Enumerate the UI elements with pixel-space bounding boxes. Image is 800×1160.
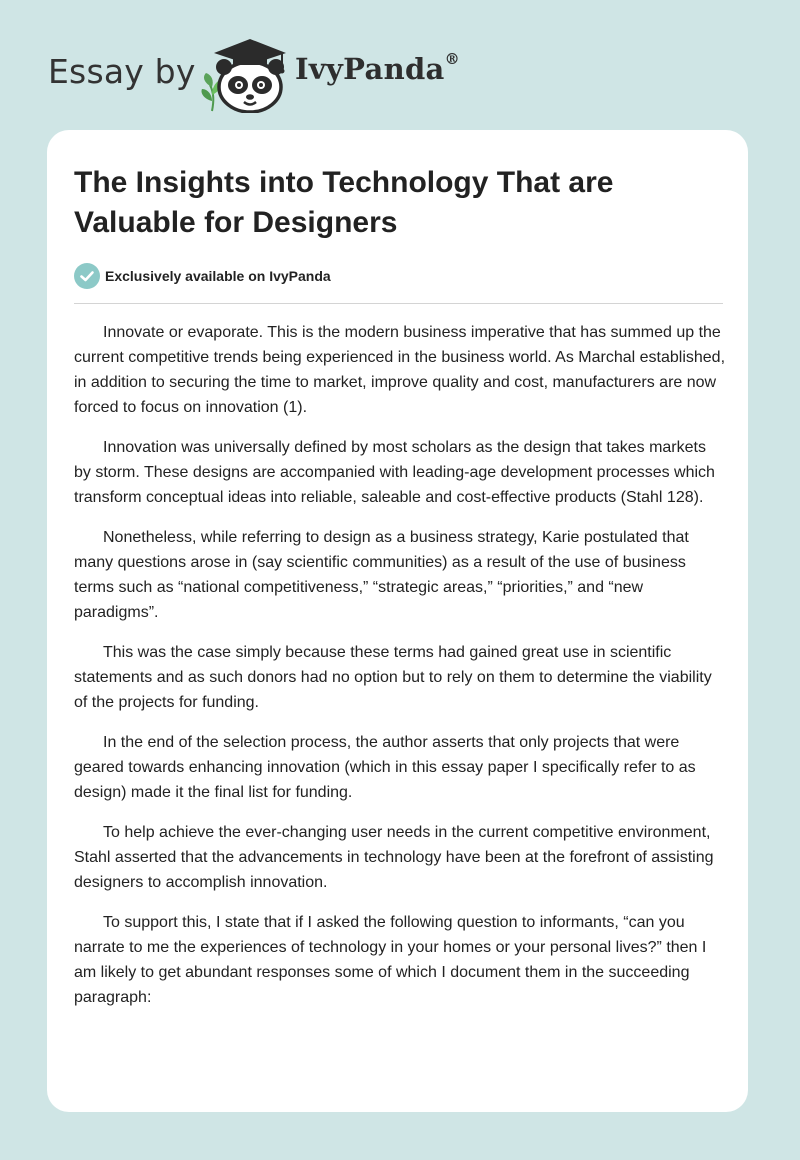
paragraph: This was the case simply because these terms had gained great use in scientific statements and as such donors had no option but to rely on them to determine the viability of the projects for funding. <box>74 644 712 711</box>
registered-mark: ® <box>444 50 460 68</box>
check-circle-icon <box>74 263 100 289</box>
article-body <box>74 320 726 1025</box>
page-title: The Insights into Technology That are Valuable for Designers <box>74 166 614 239</box>
paragraph: To support this, I state that if I asked the following question to informants, “can you narrate to me the experiences of technology in your homes or your personal lives?” then I am likely to get abundant responses some of which I document them in the succeeding paragraph: <box>74 914 707 1006</box>
essay-by-label: Essay by <box>48 52 196 91</box>
paragraph: Innovate or evaporate. This is the modern business imperative that has summed up the current competitive trends being experienced in the business world. As Marchal established, in addition to securing the time to market, improve quality and cost, manufacturers are now forced to focus on innovation (1). <box>74 324 726 416</box>
site-header <box>48 30 568 110</box>
paragraph: Nonetheless, while referring to design as a business strategy, Karie postulated that many questions arose in (say scientific communities) as a result of the use of business terms such as “national competitiveness,” “strategic areas,” “priorities,” and “new paradigms”. <box>74 529 689 621</box>
paragraph: Innovation was universally defined by most scholars as the design that takes markets by storm. These designs are accompanied with leading-age development processes which transform conceptual ideas into reliable, saleable and cost-effective products (Stahl 128). <box>74 439 715 506</box>
essay-card <box>47 130 748 1112</box>
exclusive-badge-label: Exclusively available on IvyPanda <box>105 268 331 284</box>
paragraph: To help achieve the ever-changing user needs in the current competitive environment, Stahl asserted that the advancements in technology have been at the forefront of assisting designers to accomplish innovation. <box>74 824 714 891</box>
brand-logo-text[interactable] <box>295 52 460 86</box>
panda-graduate-icon[interactable] <box>200 35 292 113</box>
brand-name: IvyPanda <box>295 52 445 86</box>
exclusive-badge <box>74 263 331 289</box>
divider <box>74 303 723 304</box>
paragraph: In the end of the selection process, the author asserts that only projects that were geared towards enhancing innovation (which in this essay paper I specifically refer to as design) made it the final list for funding. <box>74 734 696 801</box>
